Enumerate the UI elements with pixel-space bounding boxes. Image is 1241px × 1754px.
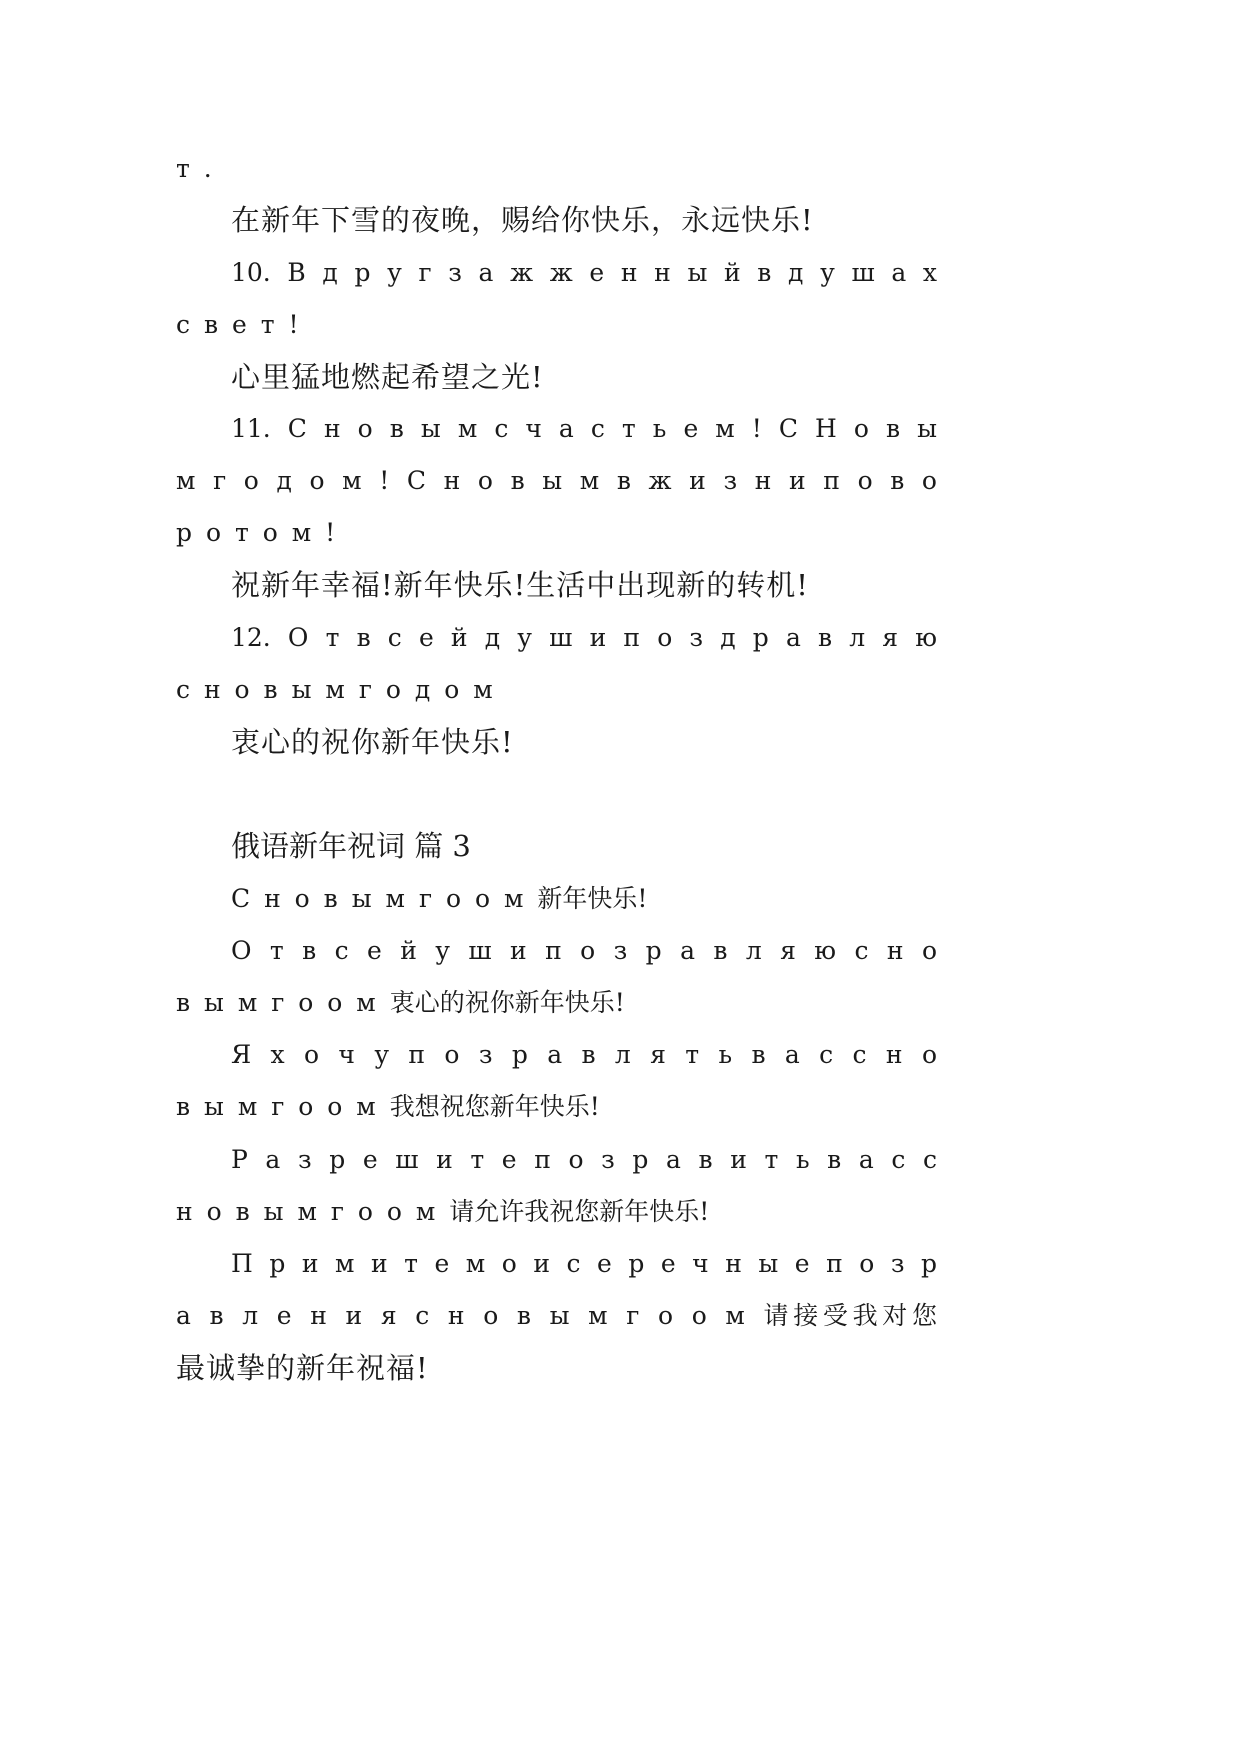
item-12-line-2: с н о в ы м г о д о м: [176, 675, 493, 704]
item-11-translation: 祝新年幸福!新年快乐!生活中出现新的转机!: [231, 568, 809, 602]
section-heading: 俄语新年祝词 篇 3: [231, 829, 471, 863]
item-12-line-1: 12. О т в с е й д у ш и п о з д р а в л я ю: [231, 623, 937, 652]
phrase-3-line-1: Я х о ч у п о з р а в л я т ь в а с с н о: [231, 1040, 937, 1069]
phrase-4-line-2: н о в ы м г о о м 请允许我祝您新年快乐!: [176, 1197, 710, 1226]
item-10-line-2: с в е т !: [176, 310, 299, 339]
text-line-fragment: т .: [176, 154, 212, 183]
item-10-translation: 心里猛地燃起希望之光!: [231, 360, 544, 394]
phrase-3-line-2: в ы м г о о м 我想祝您新年快乐!: [176, 1092, 600, 1121]
item-11-line-2: м г о д о м ! С н о в ы м в ж и з н и п о в о: [176, 466, 937, 495]
phrase-4-line-1: Р а з р е ш и т е п о з р а в и т ь в а с с: [231, 1145, 937, 1174]
item-11-line-3: р о т о м !: [176, 518, 336, 547]
phrase-5-line-1: П р и м и т е м о и с е р е ч н ы е п о з р: [231, 1249, 937, 1278]
phrase-1: С н о в ы м г о о м 新年快乐!: [231, 884, 648, 913]
phrase-5-line-3: 最诚挚的新年祝福!: [176, 1351, 429, 1385]
phrase-2-line-1: О т в с е й у ш и п о з р а в л я ю с н о: [231, 936, 937, 965]
item-10-line-1: 10. В д р у г з а ж ж е н н ы й в д у ш а х: [231, 258, 937, 287]
phrase-2-line-2: в ы м г о о м 衷心的祝你新年快乐!: [176, 988, 625, 1017]
item-11-line-1: 11. С н о в ы м с ч а с т ь е м ! С Н о в ы: [231, 414, 937, 443]
phrase-5-line-2: а в л е н и я с н о в ы м г о о м 请接受我对您: [176, 1301, 937, 1330]
item-12-translation: 衷心的祝你新年快乐!: [231, 725, 514, 759]
translation-line: 在新年下雪的夜晚，赐给你快乐，永远快乐!: [231, 203, 814, 237]
